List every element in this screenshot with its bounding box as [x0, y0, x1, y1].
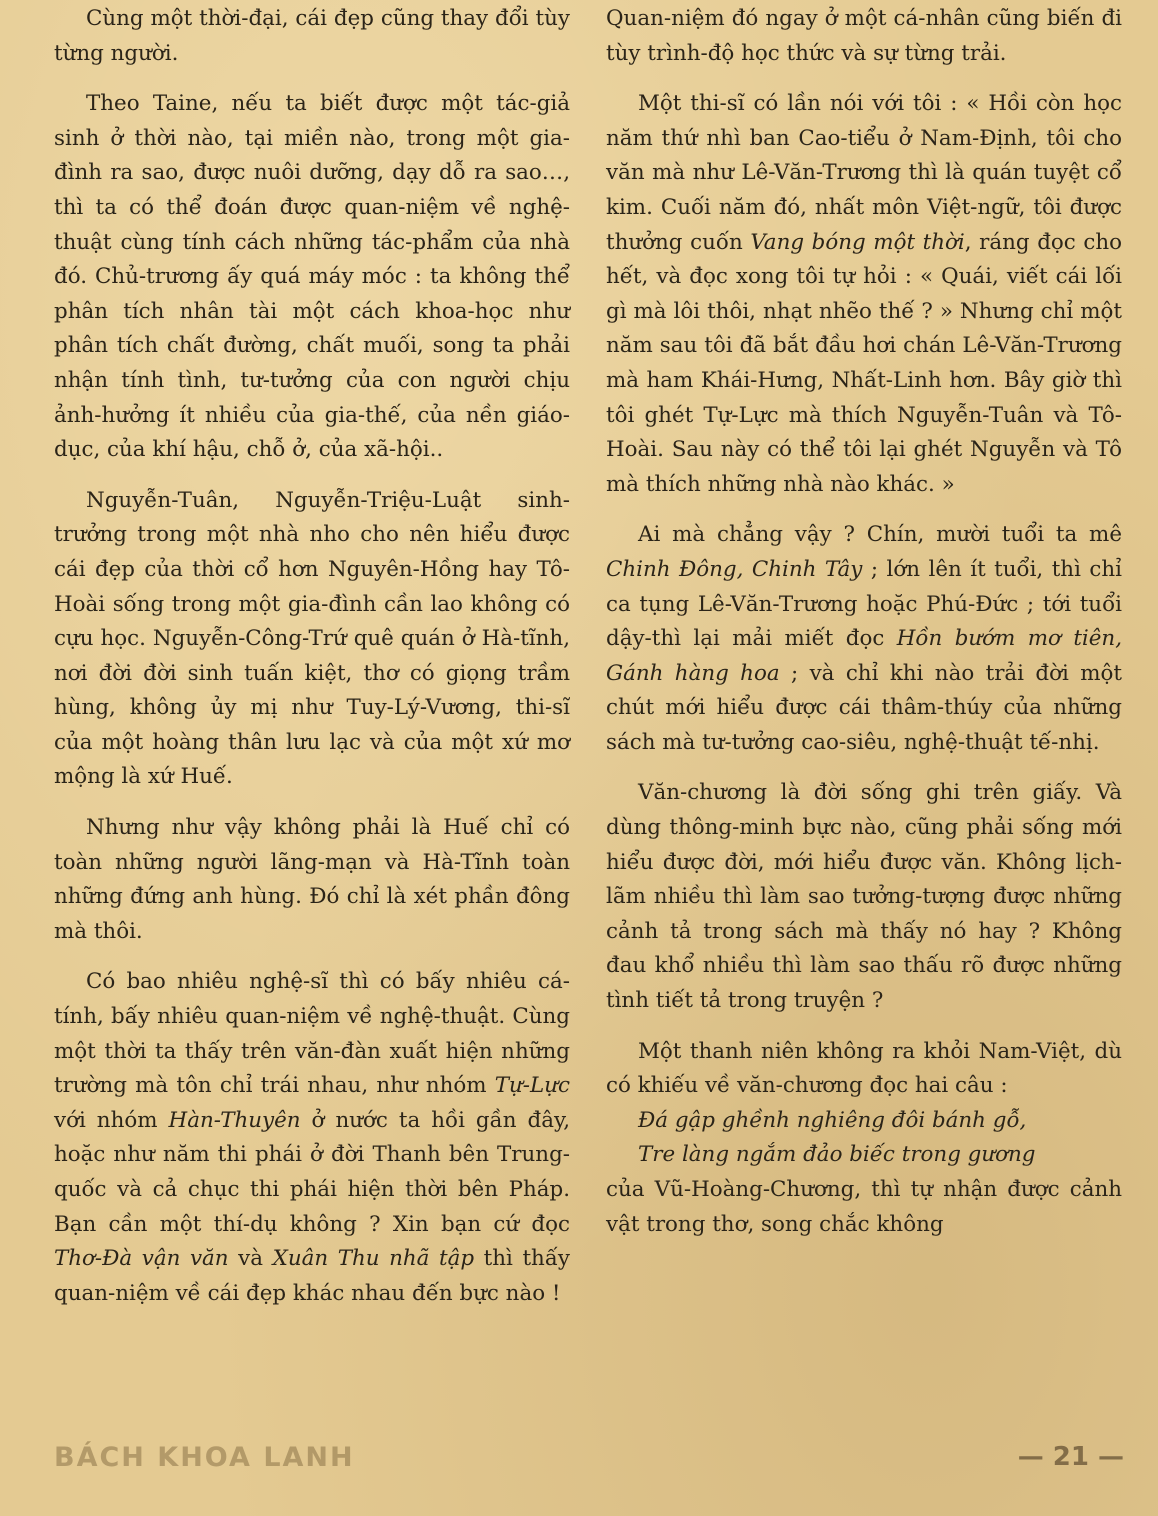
text-run: Có bao nhiêu nghệ-sĩ thì có bấy nhiêu cá-tính, bấy nhiêu quan-niệm về nghệ-thuật. Cùng một thời ta thấy trên văn-đàn xuất hiện những trường mà tôn chỉ trái nhau, như nhóm: [54, 969, 570, 1099]
text-run: , ráng đọc cho hết, và đọc xong tôi tự hỏi : « Quái, viết cái lối gì mà lôi thôi, nhạt nhẽo thế ? » Nhưng chỉ một năm sau tôi đã bắt đầu hơi chán Lê-Văn-Trương mà ham Khái-Hưng, Nhất-Linh hơn. Bây giờ thì tôi ghét Tự-Lực mà thích Nguyễn-Tuân và Tô-Hoài. Sau này có thể tôi lại ghét Nguyễn và Tô mà thích những nhà nào khác. »: [606, 229, 1122, 497]
italic-title: Chinh Đông, Chinh Tây: [606, 556, 863, 582]
paragraph: Cùng một thời-đại, cái đẹp cũng thay đổi tùy từng người.: [54, 6, 570, 66]
paragraph: Một thanh niên không ra khỏi Nam-Việt, dù có khiếu về văn-chương đọc hai câu :: [606, 1038, 1122, 1099]
text-run: Ai mà chẳng vậy ? Chín, mười tuổi ta mê: [638, 522, 1122, 548]
verse-line: Tre làng ngắm đảo biếc trong gương: [638, 1142, 1036, 1168]
paragraph: Quan-niệm đó ngay ở một cá-nhân cũng biến đi tùy trình-độ học thức và sự từng trải.: [606, 6, 1122, 66]
text-run: với nhóm: [54, 1107, 169, 1133]
paragraph: [606, 87, 1122, 502]
text-run: ở nước ta hồi gần đây, hoặc như năm thi phái ở đời Thanh bên Trung-quốc và cả chục thi phái hiện thời bên Pháp. Bạn cần một thí-dụ không ? Xin bạn cứ đọc: [54, 1107, 570, 1237]
paragraph: [54, 965, 570, 1311]
page-number: — 21 —: [1017, 1442, 1124, 1472]
paragraph: Nguyễn-Tuân, Nguyễn-Triệu-Luật sinh-trưởng trong một nhà nho cho nên hiểu được cái đẹp của thời cổ hơn Nguyên-Hồng hay Tô-Hoài sống trong một gia-đình cần lao không có cựu học. Nguyễn-Công-Trứ quê quán ở Hà-tĩnh, nơi đời đời sinh tuấn kiệt, thơ có giọng trầm hùng, không ủy mị như Tuy-Lý-Vương, thi-sĩ của một hoàng thân lưu lạc và của một xứ mơ mộng là xứ Huế.: [54, 487, 570, 790]
paragraph: của Vũ-Hoàng-Chương, thì tự nhận được cảnh vật trong thơ, song chắc không: [606, 1177, 1122, 1237]
right-column: [606, 2, 1122, 1258]
text-run: thì thấy quan-niệm về cái đẹp khác nhau đến bực nào !: [54, 1246, 571, 1306]
text-run: Một thi-sĩ có lần nói với tôi : « Hồi còn học năm thứ nhì ban Cao-tiểu ở Nam-Định, tôi cho văn mà như Lê-Văn-Trương thì là quán tuyệt cổ kim. Cuối năm đó, nhất môn Việt-ngữ, tôi được thưởng cuốn: [606, 91, 1122, 255]
paragraph: Nhưng như vậy không phải là Huế chỉ có toàn những người lãng-mạn và Hà-Tĩnh toàn những đứng anh hùng. Đó chỉ là xét phần đông mà thôi.: [54, 815, 570, 944]
page-footer: [54, 1442, 1124, 1482]
italic-title: Vang bóng một thời: [750, 229, 965, 255]
italic-title: Tự-Lực: [494, 1073, 570, 1099]
paragraph: Văn-chương là đời sống ghi trên giấy. Và dùng thông-minh bực nào, cũng phải sống mới hiểu được đời, mới hiểu được văn. Không lịch-lãm nhiều thì làm sao tưởng-tượng được những cảnh tả trong sách mà thấy nó hay ? Không đau khổ nhiều thì làm sao thấu rõ được những tình tiết tả trong truyện ?: [606, 780, 1122, 1014]
italic-title: Hàn-Thuyên: [168, 1107, 301, 1133]
text-run: ; lớn lên ít tuổi, thì chỉ ca tụng Lê-Văn-Trương hoặc Phú-Đức ; tới tuổi dậy-thì lại mải miết đọc: [606, 556, 1122, 652]
paragraph: Theo Taine, nếu ta biết được một tác-giả sinh ở thời nào, tại miền nào, trong một gia-đình ra sao, được nuôi dưỡng, dạy dỗ ra sao…, thì ta có thể đoán được quan-niệm về nghệ-thuật cùng tính cách những tác-phẩm của nhà đó. Chủ-trương ấy quá máy móc : ta không thể phân tích nhân tài một cách khoa-học như phân tích chất đường, chất muối, song ta phải nhận tính tình, tư-tưởng của con người chịu ảnh-hưởng ít nhiều của gia-thế, của nền giáo-dục, của khí hậu, chỗ ở, của xã-hội..: [54, 91, 570, 463]
magazine-name: BÁCH KHOA LANH: [54, 1442, 355, 1473]
italic-title: Thơ-Đà vận văn: [54, 1246, 229, 1272]
text-run: và: [228, 1246, 273, 1272]
left-column: [54, 2, 570, 1327]
italic-title: Xuân Thu nhã tập: [272, 1246, 475, 1272]
paragraph: [606, 518, 1122, 760]
verse-line: Đá gập ghềnh nghiêng đôi bánh gỗ,: [638, 1107, 1027, 1133]
italic-title: Hồn bướm mơ tiên, Gánh hàng hoa: [606, 626, 1122, 686]
text-run: ; và chỉ khi nào trải đời một chút mới hiểu được cái thâm-thúy của những sách mà tư-tưởng cao-siêu, nghệ-thuật tế-nhị.: [606, 660, 1122, 755]
